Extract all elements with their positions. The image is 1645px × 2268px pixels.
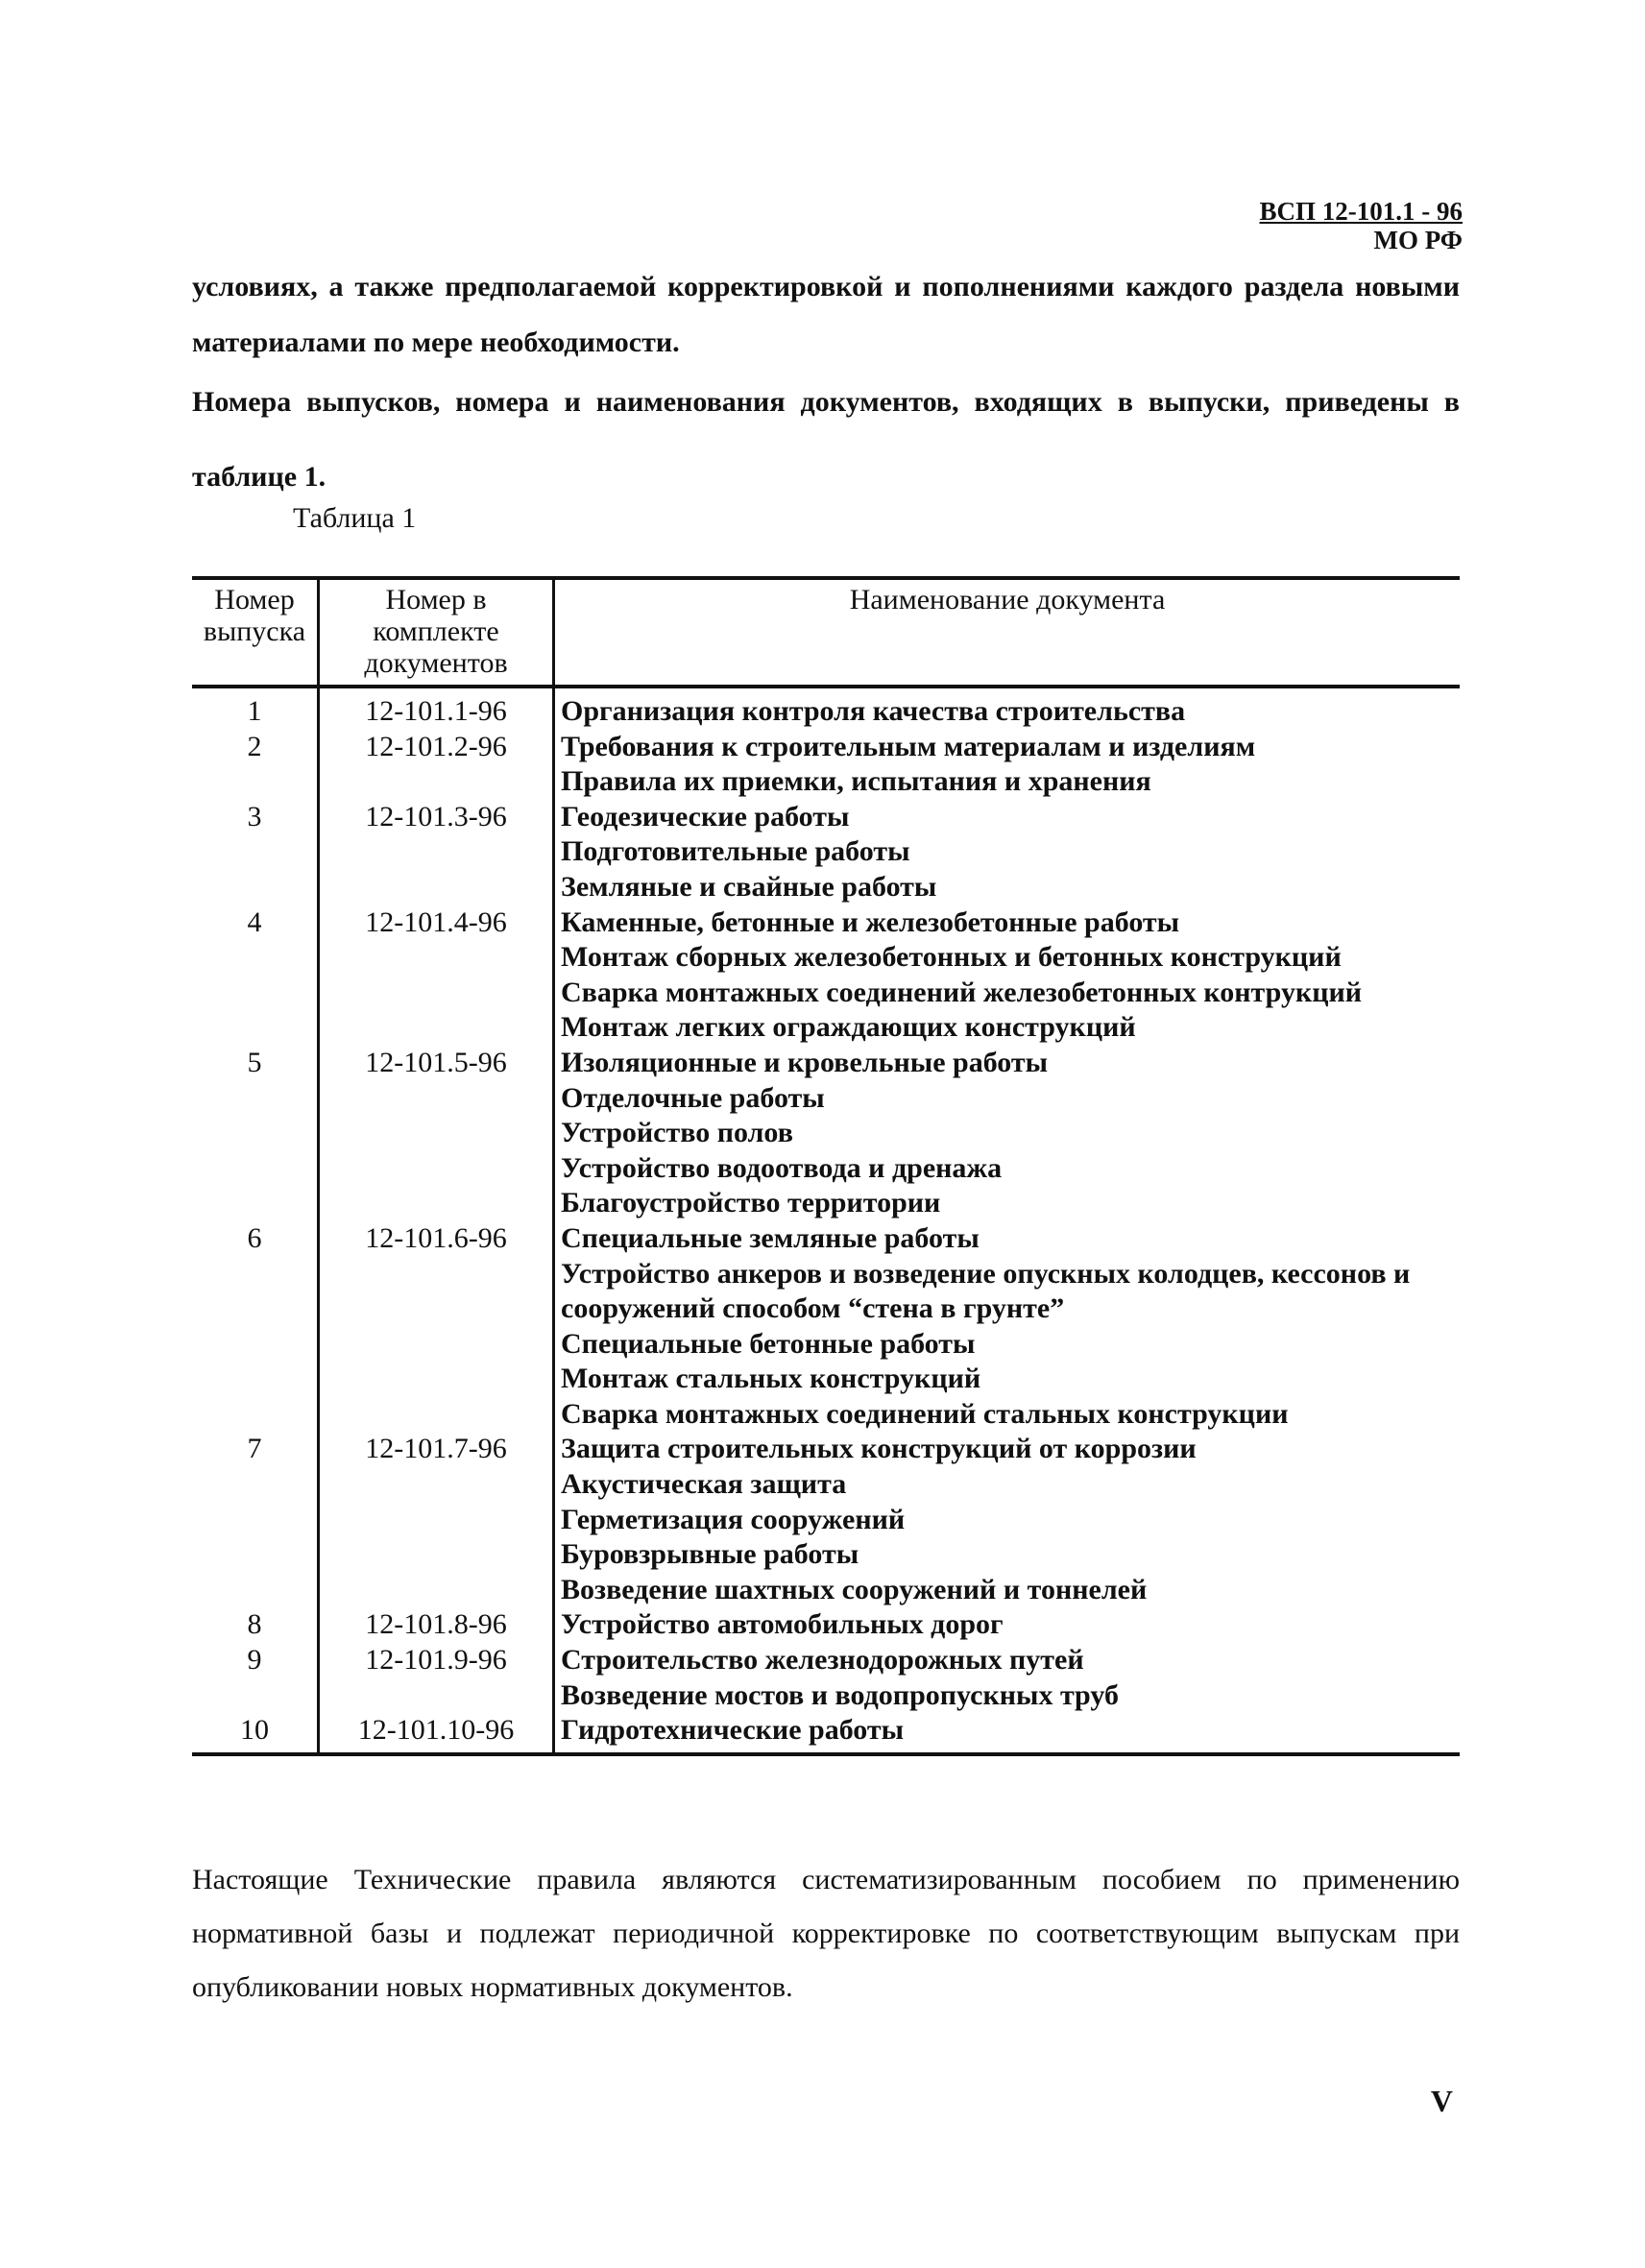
issue-cell: 2	[192, 730, 319, 765]
doc-number-cell	[319, 870, 554, 905]
issue-cell	[192, 1186, 319, 1221]
issue-cell	[192, 1257, 319, 1327]
issue-cell	[192, 1573, 319, 1608]
doc-name-cell: Изоляционные и кровельные работы	[561, 1046, 1049, 1078]
table-row	[192, 1221, 1460, 1257]
issue-cell: 10	[192, 1713, 319, 1754]
doc-number-cell: 12-101.3-96	[319, 800, 554, 835]
issue-cell: 1	[192, 687, 319, 730]
issue-cell: 5	[192, 1046, 319, 1081]
issue-cell	[192, 1327, 319, 1363]
issue-cell	[192, 1151, 319, 1187]
doc-number-cell: 12-101.10-96	[319, 1713, 554, 1754]
issue-cell	[192, 1467, 319, 1503]
table-row	[192, 1186, 1460, 1221]
intro-paragraph: условиях, а также предполагаемой корректировкой и пополнениями каждого раздела новыми материалами по мере необходимости.	[192, 271, 1460, 358]
doc-number-cell	[319, 1186, 554, 1221]
closing-paragraph: Настоящие Технические правила являются систематизированным пособием по применению нормативной базы и подлежат периодичной корректировке по соответствующим выпускам при опубликовании новых нормативных документов.	[192, 1864, 1460, 2003]
doc-number-cell: 12-101.4-96	[319, 905, 554, 941]
table-row	[192, 1607, 1460, 1643]
doc-number-cell	[319, 1467, 554, 1503]
issue-cell	[192, 1081, 319, 1117]
table-row	[192, 1116, 1460, 1151]
table-row	[192, 940, 1460, 976]
doc-name-cell: Правила их приемки, испытания и хранения	[561, 765, 1151, 798]
doc-name-cell: Акустическая защита	[561, 1468, 847, 1501]
table-intro-paragraph: Номера выпусков, номера и наименования документов, входящих в выпуски, приведены в таблице 1.	[192, 386, 1460, 493]
issue-cell	[192, 1397, 319, 1433]
doc-number-cell: 12-101.6-96	[319, 1221, 554, 1257]
doc-name-cell: Защита строительных конструкций от коррозии	[561, 1433, 1197, 1465]
table-row	[192, 1397, 1460, 1433]
issue-cell: 4	[192, 905, 319, 941]
issue-cell	[192, 1116, 319, 1151]
doc-name-cell: Благоустройство территории	[561, 1187, 941, 1219]
table-row	[192, 1046, 1460, 1081]
doc-name-cell: Каменные, бетонные и железобетонные работы	[561, 905, 1180, 938]
document-code: ВСП 12-101.1 - 96	[1259, 197, 1463, 226]
table-row	[192, 730, 1460, 765]
header-doc-number: Номер в комплекте документов	[319, 578, 554, 687]
table-header-row	[192, 578, 1460, 687]
table-row	[192, 976, 1460, 1011]
doc-number-cell	[319, 1537, 554, 1573]
table-row	[192, 1573, 1460, 1608]
doc-name-cell: Монтаж стальных конструкций	[561, 1363, 981, 1395]
issue-cell	[192, 1362, 319, 1397]
doc-name-cell: Герметизация сооружений	[561, 1503, 906, 1535]
doc-name-cell: Специальные бетонные работы	[561, 1327, 976, 1360]
doc-name-cell: Возведение шахтных сооружений и тоннелей	[561, 1573, 1148, 1605]
doc-name-cell: Геодезические работы	[561, 800, 850, 832]
issue-cell	[192, 1503, 319, 1538]
doc-number-cell	[319, 1573, 554, 1608]
doc-number-cell: 12-101.7-96	[319, 1432, 554, 1467]
doc-name-cell: Устройство автомобильных дорог	[561, 1608, 1004, 1641]
table-body	[192, 687, 1460, 1754]
doc-name-cell: Строительство железнодорожных путей	[561, 1644, 1084, 1677]
issue-cell: 8	[192, 1607, 319, 1643]
doc-number-cell	[319, 1116, 554, 1151]
documents-table	[192, 576, 1460, 1756]
table-row	[192, 764, 1460, 800]
table-row	[192, 905, 1460, 941]
doc-number-cell	[319, 976, 554, 1011]
table-row	[192, 1010, 1460, 1046]
doc-name-cell: Сварка монтажных соединений железобетонных контрукций	[561, 976, 1363, 1008]
issue-cell: 3	[192, 800, 319, 835]
doc-number-cell: 12-101.9-96	[319, 1643, 554, 1678]
doc-number-cell	[319, 764, 554, 800]
doc-number-cell: 12-101.5-96	[319, 1046, 554, 1081]
doc-name-cell: Подготовительные работы	[561, 835, 910, 868]
doc-name-cell: Земляные и свайные работы	[561, 870, 937, 903]
issue-cell: 6	[192, 1221, 319, 1257]
table-caption: Таблица 1	[293, 502, 417, 534]
doc-name-cell: Монтаж легких ограждающих конструкций	[561, 1011, 1136, 1044]
issue-cell	[192, 764, 319, 800]
doc-number-cell	[319, 1010, 554, 1046]
doc-name-cell: Устройство анкеров и возведение опускных колодцев, кессонов и сооружений способом “стена в грунте”	[561, 1257, 1411, 1325]
issue-cell: 7	[192, 1432, 319, 1467]
doc-number-cell: 12-101.1-96	[319, 687, 554, 730]
doc-number-cell	[319, 940, 554, 976]
doc-number-cell	[319, 834, 554, 870]
doc-number-cell	[319, 1362, 554, 1397]
doc-number-cell	[319, 1503, 554, 1538]
page-number: V	[1430, 2084, 1453, 2118]
table-row	[192, 1362, 1460, 1397]
table-row	[192, 1467, 1460, 1503]
doc-name-cell: Сварка монтажных соединений стальных конструкции	[561, 1397, 1289, 1430]
table-row	[192, 1503, 1460, 1538]
doc-name-cell: Возведение мостов и водопропускных труб	[561, 1678, 1119, 1711]
header-issue-number: Номер выпуска	[192, 578, 319, 687]
table-row	[192, 1678, 1460, 1714]
table-row	[192, 1081, 1460, 1117]
table-row	[192, 1327, 1460, 1363]
doc-number-cell	[319, 1257, 554, 1327]
doc-number-cell	[319, 1678, 554, 1714]
doc-name-cell: Буровзрывные работы	[561, 1538, 859, 1571]
doc-number-cell	[319, 1327, 554, 1363]
doc-number-cell	[319, 1397, 554, 1433]
issue-cell: 9	[192, 1643, 319, 1678]
table-row	[192, 834, 1460, 870]
doc-name-cell: Устройство водоотвода и дренажа	[561, 1151, 1003, 1184]
document-header	[1260, 197, 1464, 254]
doc-name-cell: Гидротехнические работы	[554, 1713, 1461, 1754]
issue-cell	[192, 1010, 319, 1046]
doc-name-cell: Отделочные работы	[561, 1081, 825, 1114]
header-doc-name: Наименование документа	[554, 578, 1461, 687]
issue-cell	[192, 940, 319, 976]
issue-cell	[192, 834, 319, 870]
table-row	[192, 800, 1460, 835]
doc-name-cell: Монтаж сборных железобетонных и бетонных конструкций	[561, 941, 1342, 974]
doc-number-cell	[319, 1081, 554, 1117]
doc-number-cell: 12-101.8-96	[319, 1607, 554, 1643]
table-row	[192, 1151, 1460, 1187]
table-row	[192, 1432, 1460, 1467]
table-row	[192, 1257, 1460, 1327]
table-row	[192, 1713, 1460, 1754]
doc-name-cell: Требования к строительным материалам и изделиям	[561, 730, 1256, 762]
doc-name-cell: Специальные земляные работы	[561, 1221, 980, 1254]
table-row	[192, 687, 1460, 730]
document-org: МО РФ	[1373, 226, 1463, 254]
table-row	[192, 1643, 1460, 1678]
issue-cell	[192, 1678, 319, 1714]
doc-name-cell: Устройство полов	[561, 1117, 793, 1149]
doc-name-cell: Организация контроля качества строительства	[561, 695, 1186, 727]
issue-cell	[192, 976, 319, 1011]
table-row	[192, 1537, 1460, 1573]
doc-number-cell: 12-101.2-96	[319, 730, 554, 765]
issue-cell	[192, 1537, 319, 1573]
doc-number-cell	[319, 1151, 554, 1187]
table-row	[192, 870, 1460, 905]
issue-cell	[192, 870, 319, 905]
